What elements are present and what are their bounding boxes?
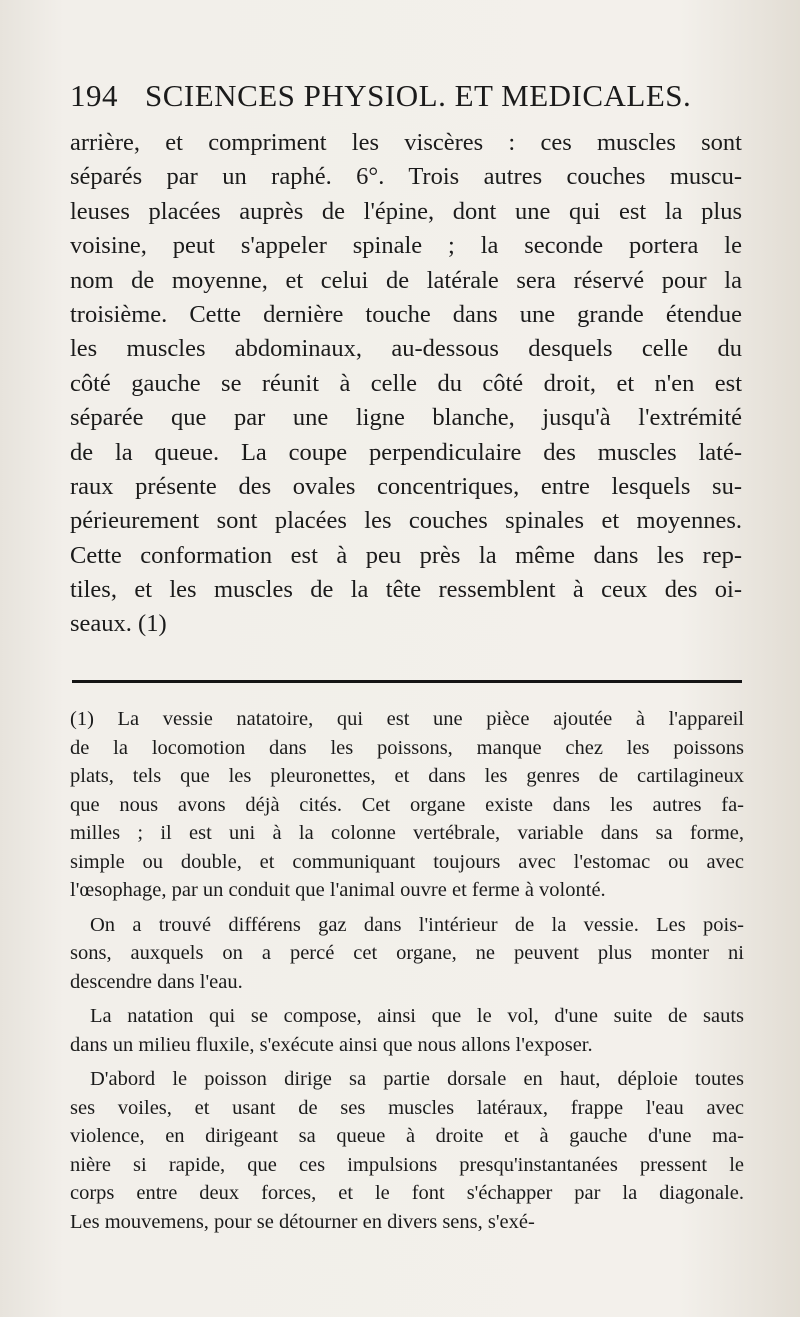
text-line: tiles, et les muscles de la tête ressemblent à ceux des oi- bbox=[70, 576, 742, 604]
text-line: séparés par un raphé. 6°. Trois autres couches muscu- bbox=[70, 163, 742, 191]
footnote-line: sons, auxquels on a percé cet organe, ne peuvent plus monter ni bbox=[70, 942, 744, 964]
footnote-line: La natation qui se compose, ainsi que le vol, d'une suite de sauts bbox=[90, 1005, 744, 1027]
text-line: de la queue. La coupe perpendiculaire des muscles laté- bbox=[70, 438, 742, 466]
text-line: troisième. Cette dernière touche dans une grande étendue bbox=[70, 300, 742, 328]
text-line: séparée que par une ligne blanche, jusqu'à l'extrémité bbox=[70, 404, 742, 432]
text-line: Cette conformation est à peu près la même dans les rep- bbox=[70, 541, 742, 569]
text-line: leuses placées auprès de l'épine, dont une qui est la plus bbox=[70, 197, 742, 225]
footnote-line: plats, tels que les pleuronettes, et dans les genres de cartilagineux bbox=[70, 765, 744, 787]
footnote-paragraph bbox=[70, 705, 744, 905]
footnote-line: l'œsophage, par un conduit que l'animal ouvre et ferme à volonté. bbox=[70, 879, 606, 901]
text-line: arrière, et compriment les viscères : ces muscles sont bbox=[70, 129, 742, 156]
footnote-line: corps entre deux forces, et le font s'échapper par la diagonale. bbox=[70, 1182, 744, 1204]
footnote-paragraph bbox=[70, 1002, 744, 1059]
running-title: SCIENCES PHYSIOL. ET MEDICALES. bbox=[145, 78, 692, 113]
footnote-line: simple ou double, et communiquant toujours avec l'estomac ou avec bbox=[70, 850, 744, 873]
text-line: côté gauche se réunit à celle du côté droit, et n'en est bbox=[70, 369, 742, 397]
footnote-line: de la locomotion dans les poissons, manque chez les poissons bbox=[70, 736, 744, 759]
page-number: 194 bbox=[70, 78, 118, 113]
footnote-line: ses voiles, et usant de ses muscles latéraux, frappe l'eau avec bbox=[70, 1096, 744, 1119]
footnote-line: On a trouvé différens gaz dans l'intérieur de la vessie. Les pois- bbox=[90, 913, 744, 936]
text-line: seaux. (1) bbox=[70, 610, 167, 638]
footnote-block bbox=[70, 705, 744, 1236]
text-line: périeurement sont placées les couches spinales et moyennes. bbox=[70, 507, 742, 535]
footnote-line: nière si rapide, que ces impulsions presqu'instantanées pressent le bbox=[70, 1153, 744, 1176]
footnote-rule bbox=[72, 680, 742, 683]
text-line: raux présente des ovales concentriques, entre lesquels su- bbox=[70, 472, 742, 500]
footnote-line: milles ; il est uni à la colonne vertébrale, variable dans sa forme, bbox=[70, 822, 744, 844]
footnote-line: descendre dans l'eau. bbox=[70, 970, 243, 993]
footnote-line: que nous avons déjà cités. Cet organe existe dans les autres fa- bbox=[70, 793, 744, 816]
footnote-paragraph bbox=[70, 911, 744, 997]
footnote-line: Les mouvemens, pour se détourner en divers sens, s'exé- bbox=[70, 1210, 535, 1233]
text-line: nom de moyenne, et celui de latérale sera réservé pour la bbox=[70, 266, 742, 294]
footnote-line: violence, en dirigeant sa queue à droite et à gauche d'une ma- bbox=[70, 1125, 744, 1147]
page-header bbox=[70, 78, 750, 118]
footnote-line: dans un milieu fluxile, s'exécute ainsi que nous allons l'exposer. bbox=[70, 1033, 593, 1056]
main-text bbox=[70, 126, 742, 642]
footnote-line: D'abord le poisson dirige sa partie dorsale en haut, déploie toutes bbox=[90, 1068, 744, 1090]
footnote-paragraph bbox=[70, 1065, 744, 1236]
text-line: les muscles abdominaux, au-dessous desquels celle du bbox=[70, 335, 742, 363]
text-line: voisine, peut s'appeler spinale ; la seconde portera le bbox=[70, 232, 742, 260]
footnote-line: (1) La vessie natatoire, qui est une pièce ajoutée à l'appareil bbox=[70, 708, 744, 730]
